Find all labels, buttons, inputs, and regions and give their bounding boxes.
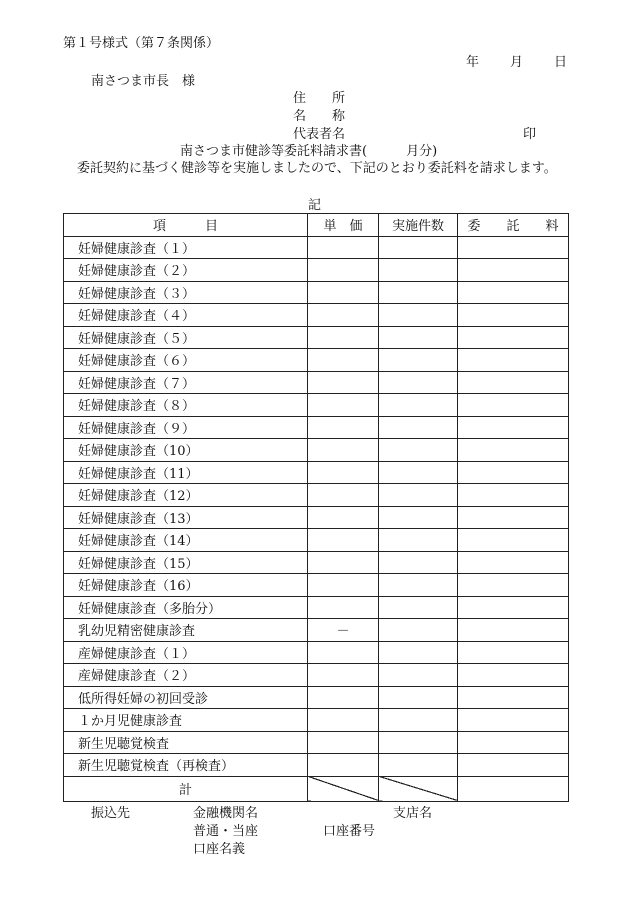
row-unit-price-cell[interactable] [308, 281, 379, 304]
row-count-cell[interactable] [379, 754, 458, 777]
table-row [64, 484, 569, 507]
table-row [64, 529, 569, 552]
row-fee-cell[interactable] [458, 304, 569, 327]
row-fee-cell[interactable] [458, 439, 569, 462]
row-item-label: 妊婦健康診査（７） [64, 371, 308, 394]
row-unit-price-cell[interactable]: － [308, 619, 379, 642]
row-fee-cell[interactable] [458, 664, 569, 687]
account-type-label: 普通・当座 [193, 824, 259, 839]
total-unit-price-slash [308, 776, 379, 801]
row-count-cell[interactable] [379, 259, 458, 282]
account-number-label: 口座番号 [323, 824, 376, 839]
row-unit-price-cell[interactable] [308, 259, 379, 282]
row-fee-cell[interactable] [458, 349, 569, 372]
row-fee-cell[interactable] [458, 574, 569, 597]
row-fee-cell[interactable] [458, 641, 569, 664]
table-row [64, 416, 569, 439]
row-count-cell[interactable] [379, 416, 458, 439]
row-fee-cell[interactable] [458, 326, 569, 349]
row-fee-cell[interactable] [458, 461, 569, 484]
total-fee-cell[interactable] [458, 776, 569, 801]
date-year-label: 年 [466, 55, 480, 70]
row-unit-price-cell[interactable] [308, 596, 379, 619]
row-count-cell[interactable] [379, 506, 458, 529]
table-row [64, 664, 569, 687]
row-item-label: 乳幼児精密健康診査 [64, 619, 308, 642]
row-item-label: 新生児聴覚検査 [64, 731, 308, 754]
table-row [64, 686, 569, 709]
row-unit-price-cell[interactable] [308, 461, 379, 484]
row-item-label: 妊婦健康診査（４） [64, 304, 308, 327]
row-unit-price-cell[interactable] [308, 484, 379, 507]
row-count-cell[interactable] [379, 349, 458, 372]
seal-label: 印 [523, 127, 537, 142]
table-row [64, 641, 569, 664]
row-item-label: 妊婦健康診査（10） [64, 439, 308, 462]
row-fee-cell[interactable] [458, 754, 569, 777]
row-fee-cell[interactable] [458, 259, 569, 282]
row-count-cell[interactable] [379, 619, 458, 642]
row-count-cell[interactable] [379, 371, 458, 394]
row-item-label: 妊婦健康診査（12） [64, 484, 308, 507]
row-item-label: 妊婦健康診査（３） [64, 281, 308, 304]
row-count-cell[interactable] [379, 686, 458, 709]
form-number: 第１号様式（第７条関係） [63, 36, 220, 51]
table-row [64, 281, 569, 304]
row-item-label: 妊婦健康診査（８） [64, 394, 308, 417]
claim-table [63, 213, 569, 802]
table-row [64, 326, 569, 349]
row-item-label: 妊婦健康診査（13） [64, 506, 308, 529]
table-row [64, 754, 569, 777]
total-label: 計 [64, 776, 308, 801]
table-row [64, 236, 569, 259]
table-header-row [64, 214, 569, 237]
row-fee-cell[interactable] [458, 619, 569, 642]
total-count-slash [379, 776, 458, 801]
addressee: 南さつま市長 様 [91, 74, 196, 89]
row-count-cell[interactable] [379, 596, 458, 619]
row-item-label: １か月児健康診査 [64, 709, 308, 732]
row-fee-cell[interactable] [458, 731, 569, 754]
row-count-cell[interactable] [379, 326, 458, 349]
row-count-cell[interactable] [379, 394, 458, 417]
row-fee-cell[interactable] [458, 596, 569, 619]
row-item-label: 産婦健康診査（２） [64, 664, 308, 687]
table-row [64, 461, 569, 484]
row-count-cell[interactable] [379, 551, 458, 574]
row-unit-price-cell[interactable] [308, 686, 379, 709]
row-unit-price-cell[interactable] [308, 664, 379, 687]
column-header-count: 実施件数 [379, 214, 458, 237]
account-holder-label: 口座名義 [193, 842, 246, 857]
table-row [64, 371, 569, 394]
table-row [64, 349, 569, 372]
table-row [64, 596, 569, 619]
representative-label: 代表者名 [293, 127, 346, 142]
row-unit-price-cell[interactable] [308, 754, 379, 777]
table-row [64, 439, 569, 462]
name-label: 名 称 [293, 109, 346, 124]
row-fee-cell[interactable] [458, 529, 569, 552]
row-unit-price-cell[interactable] [308, 304, 379, 327]
row-item-label: 妊婦健康診査（６） [64, 349, 308, 372]
bank-institution-label: 金融機関名 [193, 806, 259, 821]
row-fee-cell[interactable] [458, 709, 569, 732]
table-row [64, 551, 569, 574]
row-unit-price-cell[interactable] [308, 641, 379, 664]
column-header-unit-price: 単 価 [308, 214, 379, 237]
table-row [64, 394, 569, 417]
row-item-label: 妊婦健康診査（多胎分） [64, 596, 308, 619]
row-count-cell[interactable] [379, 236, 458, 259]
row-unit-price-cell[interactable] [308, 371, 379, 394]
row-fee-cell[interactable] [458, 371, 569, 394]
date-month-label: 月 [510, 55, 524, 70]
table-row [64, 619, 569, 642]
row-item-label: 妊婦健康診査（５） [64, 326, 308, 349]
row-count-cell[interactable] [379, 709, 458, 732]
row-unit-price-cell[interactable] [308, 416, 379, 439]
row-unit-price-cell[interactable] [308, 236, 379, 259]
body-text: 委託契約に基づく健診等を実施しましたので、下記のとおり委託料を請求します。 [77, 161, 557, 176]
row-item-label: 低所得妊婦の初回受診 [64, 686, 308, 709]
row-count-cell[interactable] [379, 281, 458, 304]
row-unit-price-cell[interactable] [308, 529, 379, 552]
row-unit-price-cell[interactable] [308, 574, 379, 597]
row-fee-cell[interactable] [458, 506, 569, 529]
row-unit-price-cell[interactable] [308, 349, 379, 372]
row-unit-price-cell[interactable] [308, 709, 379, 732]
ki-heading: 記 [308, 198, 322, 213]
table-row [64, 259, 569, 282]
row-fee-cell[interactable] [458, 686, 569, 709]
table-row [64, 574, 569, 597]
row-item-label: 妊婦健康診査（14） [64, 529, 308, 552]
table-row [64, 731, 569, 754]
row-count-cell[interactable] [379, 461, 458, 484]
row-item-label: 妊婦健康診査（２） [64, 259, 308, 282]
row-count-cell[interactable] [379, 304, 458, 327]
row-unit-price-cell[interactable] [308, 439, 379, 462]
row-fee-cell[interactable] [458, 236, 569, 259]
table-row [64, 709, 569, 732]
row-count-cell[interactable] [379, 529, 458, 552]
row-fee-cell[interactable] [458, 484, 569, 507]
column-header-fee: 委 託 料 [458, 214, 569, 237]
row-item-label: 妊婦健康診査（１） [64, 236, 308, 259]
date-day-label: 日 [554, 55, 568, 70]
address-label: 住 所 [293, 91, 346, 106]
bank-branch-label: 支店名 [393, 806, 433, 821]
row-fee-cell[interactable] [458, 394, 569, 417]
column-header-item: 項 目 [64, 214, 308, 237]
row-count-cell[interactable] [379, 484, 458, 507]
row-fee-cell[interactable] [458, 551, 569, 574]
row-item-label: 新生児聴覚検査（再検査） [64, 754, 308, 777]
document-title: 南さつま市健診等委託料請求書( 月分) [180, 144, 438, 159]
row-unit-price-cell[interactable] [308, 326, 379, 349]
table-row [64, 506, 569, 529]
row-item-label: 妊婦健康診査（９） [64, 416, 308, 439]
row-unit-price-cell[interactable] [308, 394, 379, 417]
table-row [64, 304, 569, 327]
row-count-cell[interactable] [379, 641, 458, 664]
row-unit-price-cell[interactable] [308, 731, 379, 754]
row-item-label: 産婦健康診査（１） [64, 641, 308, 664]
date-line [466, 55, 567, 71]
row-item-label: 妊婦健康診査（11） [64, 461, 308, 484]
row-fee-cell[interactable] [458, 416, 569, 439]
row-fee-cell[interactable] [458, 281, 569, 304]
row-count-cell[interactable] [379, 439, 458, 462]
row-item-label: 妊婦健康診査（15） [64, 551, 308, 574]
row-unit-price-cell[interactable] [308, 551, 379, 574]
row-unit-price-cell[interactable] [308, 506, 379, 529]
row-count-cell[interactable] [379, 664, 458, 687]
bank-destination-label: 振込先 [91, 806, 131, 821]
total-row [64, 776, 569, 801]
row-count-cell[interactable] [379, 731, 458, 754]
row-item-label: 妊婦健康診査（16） [64, 574, 308, 597]
row-count-cell[interactable] [379, 574, 458, 597]
